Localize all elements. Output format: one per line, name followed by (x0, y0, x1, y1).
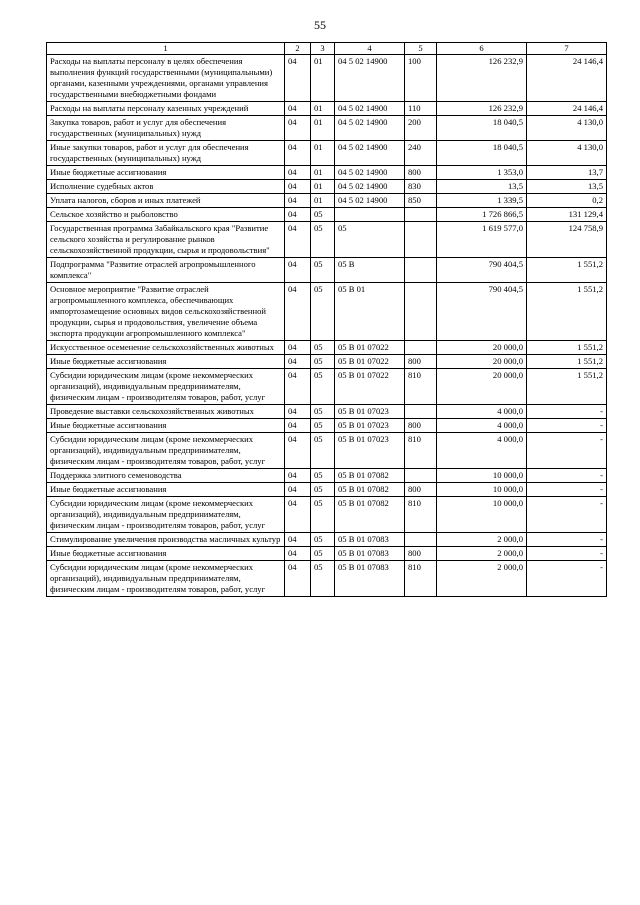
row-section-cell: 04 (285, 194, 311, 208)
row-name-cell: Расходы на выплаты персоналу в целях обеспечения выполнения функций государственными (муниципальными) органами, казенными учреждениями, органами управления государственными внебюджетными фондами (47, 55, 285, 102)
row-section-cell: 04 (285, 433, 311, 469)
row-amount-2-cell: - (527, 483, 607, 497)
row-amount-2-cell: 4 130,0 (527, 141, 607, 166)
row-section-cell: 04 (285, 369, 311, 405)
row-name-cell: Исполнение судебных актов (47, 180, 285, 194)
row-subsection-cell: 05 (311, 355, 335, 369)
row-amount-2-cell: 124 758,9 (527, 222, 607, 258)
table-row (47, 483, 607, 497)
row-amount-1-cell: 1 619 577,0 (437, 222, 527, 258)
row-section-cell: 04 (285, 547, 311, 561)
row-amount-1-cell: 790 404,5 (437, 258, 527, 283)
row-name-cell: Проведение выставки сельскохозяйственных животных (47, 405, 285, 419)
row-amount-2-cell: 1 551,2 (527, 355, 607, 369)
row-amount-1-cell: 4 000,0 (437, 433, 527, 469)
row-amount-2-cell: - (527, 469, 607, 483)
row-expense-type-cell: 810 (405, 369, 437, 405)
row-subsection-cell: 01 (311, 116, 335, 141)
row-amount-1-cell: 2 000,0 (437, 547, 527, 561)
row-subsection-cell: 05 (311, 433, 335, 469)
row-section-cell: 04 (285, 497, 311, 533)
row-expense-type-cell: 240 (405, 141, 437, 166)
row-amount-1-cell: 10 000,0 (437, 469, 527, 483)
row-name-cell: Иные бюджетные ассигнования (47, 355, 285, 369)
row-subsection-cell: 05 (311, 419, 335, 433)
row-expense-type-cell (405, 405, 437, 419)
row-name-cell: Субсидии юридическим лицам (кроме некоммерческих организаций), индивидуальным предпринимателям, физическим лицам - производителям товаров, работ, услуг (47, 561, 285, 597)
row-amount-1-cell: 20 000,0 (437, 355, 527, 369)
row-amount-2-cell: - (527, 497, 607, 533)
row-name-cell: Государственная программа Забайкальского края "Развитие сельского хозяйства и регулирование рынков сельскохозяйственной продукции, сырья и продовольствия" (47, 222, 285, 258)
row-expense-type-cell (405, 283, 437, 341)
row-target-article-cell: 05 В 01 07022 (335, 341, 405, 355)
row-target-article-cell: 04 5 02 14900 (335, 194, 405, 208)
header-col-expense-type: 5 (405, 43, 437, 55)
row-section-cell: 04 (285, 166, 311, 180)
row-expense-type-cell: 800 (405, 166, 437, 180)
row-amount-2-cell: 1 551,2 (527, 369, 607, 405)
row-amount-1-cell: 20 000,0 (437, 341, 527, 355)
table-row (47, 497, 607, 533)
row-section-cell: 04 (285, 341, 311, 355)
row-expense-type-cell (405, 208, 437, 222)
row-subsection-cell: 05 (311, 258, 335, 283)
row-name-cell: Закупка товаров, работ и услуг для обеспечения государственных (муниципальных) нужд (47, 116, 285, 141)
row-section-cell: 04 (285, 258, 311, 283)
row-target-article-cell: 05 В 01 07082 (335, 483, 405, 497)
row-target-article-cell: 05 В 01 07082 (335, 497, 405, 533)
row-section-cell: 04 (285, 208, 311, 222)
table-row (47, 355, 607, 369)
row-expense-type-cell: 850 (405, 194, 437, 208)
row-section-cell: 04 (285, 483, 311, 497)
row-expense-type-cell: 200 (405, 116, 437, 141)
row-amount-1-cell: 18 040,5 (437, 141, 527, 166)
table-row (47, 283, 607, 341)
row-amount-1-cell: 20 000,0 (437, 369, 527, 405)
row-expense-type-cell (405, 469, 437, 483)
header-col-subsection: 3 (311, 43, 335, 55)
table-row (47, 258, 607, 283)
budget-table (46, 42, 607, 597)
table-row (47, 433, 607, 469)
row-amount-1-cell: 2 000,0 (437, 533, 527, 547)
row-amount-2-cell: 131 129,4 (527, 208, 607, 222)
header-col-name: 1 (47, 43, 285, 55)
row-expense-type-cell: 800 (405, 547, 437, 561)
row-target-article-cell: 05 В 01 07023 (335, 405, 405, 419)
row-name-cell: Сельское хозяйство и рыболовство (47, 208, 285, 222)
row-amount-1-cell: 10 000,0 (437, 483, 527, 497)
row-section-cell: 04 (285, 116, 311, 141)
row-amount-1-cell: 18 040,5 (437, 116, 527, 141)
table-row (47, 405, 607, 419)
row-expense-type-cell (405, 222, 437, 258)
row-subsection-cell: 05 (311, 405, 335, 419)
row-section-cell: 04 (285, 141, 311, 166)
table-row (47, 55, 607, 102)
row-target-article-cell: 04 5 02 14900 (335, 116, 405, 141)
row-name-cell: Иные бюджетные ассигнования (47, 483, 285, 497)
row-amount-1-cell: 13,5 (437, 180, 527, 194)
row-name-cell: Уплата налогов, сборов и иных платежей (47, 194, 285, 208)
row-section-cell: 04 (285, 180, 311, 194)
row-amount-1-cell: 4 000,0 (437, 419, 527, 433)
row-expense-type-cell: 100 (405, 55, 437, 102)
row-amount-1-cell: 126 232,9 (437, 102, 527, 116)
row-name-cell: Поддержка элитного семеноводства (47, 469, 285, 483)
row-target-article-cell: 05 (335, 222, 405, 258)
row-amount-2-cell: 1 551,2 (527, 341, 607, 355)
row-amount-1-cell: 1 726 866,5 (437, 208, 527, 222)
row-name-cell: Иные закупки товаров, работ и услуг для обеспечения государственных (муниципальных) нужд (47, 141, 285, 166)
row-name-cell: Субсидии юридическим лицам (кроме некоммерческих организаций), индивидуальным предпринимателям, физическим лицам - производителям товаров, работ, услуг (47, 433, 285, 469)
row-section-cell: 04 (285, 283, 311, 341)
row-subsection-cell: 05 (311, 547, 335, 561)
row-subsection-cell: 01 (311, 194, 335, 208)
table-row (47, 141, 607, 166)
row-target-article-cell: 04 5 02 14900 (335, 180, 405, 194)
row-amount-2-cell: 1 551,2 (527, 258, 607, 283)
row-name-cell: Стимулирование увеличения производства масличных культур (47, 533, 285, 547)
table-row (47, 533, 607, 547)
row-amount-2-cell: - (527, 547, 607, 561)
row-amount-2-cell: - (527, 533, 607, 547)
row-target-article-cell: 05 В 01 (335, 283, 405, 341)
row-subsection-cell: 05 (311, 369, 335, 405)
row-expense-type-cell: 110 (405, 102, 437, 116)
row-amount-1-cell: 790 404,5 (437, 283, 527, 341)
table-row (47, 116, 607, 141)
row-expense-type-cell: 830 (405, 180, 437, 194)
row-subsection-cell: 05 (311, 222, 335, 258)
row-target-article-cell: 05 В 01 07082 (335, 469, 405, 483)
row-subsection-cell: 01 (311, 180, 335, 194)
row-amount-2-cell: 24 146,4 (527, 55, 607, 102)
table-header-row (47, 43, 607, 55)
row-subsection-cell: 01 (311, 102, 335, 116)
row-subsection-cell: 05 (311, 497, 335, 533)
row-subsection-cell: 01 (311, 55, 335, 102)
row-amount-1-cell: 1 339,5 (437, 194, 527, 208)
table-row (47, 469, 607, 483)
row-expense-type-cell: 810 (405, 561, 437, 597)
row-subsection-cell: 05 (311, 283, 335, 341)
row-name-cell: Субсидии юридическим лицам (кроме некоммерческих организаций), индивидуальным предпринимателям, физическим лицам - производителям товаров, работ, услуг (47, 369, 285, 405)
row-expense-type-cell: 800 (405, 419, 437, 433)
row-expense-type-cell: 800 (405, 355, 437, 369)
row-target-article-cell: 04 5 02 14900 (335, 166, 405, 180)
row-amount-2-cell: 1 551,2 (527, 283, 607, 341)
row-subsection-cell: 05 (311, 561, 335, 597)
table-row (47, 180, 607, 194)
row-subsection-cell: 05 (311, 533, 335, 547)
row-subsection-cell: 01 (311, 141, 335, 166)
row-target-article-cell: 04 5 02 14900 (335, 102, 405, 116)
row-subsection-cell: 05 (311, 341, 335, 355)
row-amount-1-cell: 4 000,0 (437, 405, 527, 419)
row-target-article-cell: 04 5 02 14900 (335, 141, 405, 166)
row-target-article-cell: 05 В 01 07023 (335, 433, 405, 469)
row-amount-2-cell: 0,2 (527, 194, 607, 208)
row-section-cell: 04 (285, 469, 311, 483)
row-amount-2-cell: - (527, 405, 607, 419)
row-target-article-cell: 05 В (335, 258, 405, 283)
row-section-cell: 04 (285, 222, 311, 258)
row-subsection-cell: 01 (311, 166, 335, 180)
row-expense-type-cell (405, 258, 437, 283)
row-amount-2-cell: - (527, 561, 607, 597)
row-amount-1-cell: 1 353,0 (437, 166, 527, 180)
row-amount-2-cell: 13,7 (527, 166, 607, 180)
table-row (47, 369, 607, 405)
row-name-cell: Искусственное осеменение сельскохозяйственных животных (47, 341, 285, 355)
row-target-article-cell: 05 В 01 07022 (335, 355, 405, 369)
table-row (47, 341, 607, 355)
table-body (47, 55, 607, 597)
row-target-article-cell: 04 5 02 14900 (335, 55, 405, 102)
row-amount-1-cell: 10 000,0 (437, 497, 527, 533)
page-number: 55 (314, 18, 326, 32)
header-col-section: 2 (285, 43, 311, 55)
row-target-article-cell: 05 В 01 07083 (335, 533, 405, 547)
row-name-cell: Подпрограмма "Развитие отраслей агропромышленного комплекса" (47, 258, 285, 283)
row-section-cell: 04 (285, 405, 311, 419)
row-target-article-cell (335, 208, 405, 222)
table-row (47, 102, 607, 116)
row-name-cell: Расходы на выплаты персоналу казенных учреждений (47, 102, 285, 116)
row-subsection-cell: 05 (311, 483, 335, 497)
row-section-cell: 04 (285, 55, 311, 102)
row-amount-1-cell: 126 232,9 (437, 55, 527, 102)
row-amount-2-cell: - (527, 433, 607, 469)
row-section-cell: 04 (285, 561, 311, 597)
row-expense-type-cell (405, 341, 437, 355)
row-amount-2-cell: 24 146,4 (527, 102, 607, 116)
table-row (47, 561, 607, 597)
row-target-article-cell: 05 В 01 07083 (335, 561, 405, 597)
table-row (47, 547, 607, 561)
row-target-article-cell: 05 В 01 07083 (335, 547, 405, 561)
table-row (47, 208, 607, 222)
row-section-cell: 04 (285, 533, 311, 547)
row-name-cell: Иные бюджетные ассигнования (47, 547, 285, 561)
row-target-article-cell: 05 В 01 07022 (335, 369, 405, 405)
row-expense-type-cell: 800 (405, 483, 437, 497)
row-name-cell: Основное мероприятие "Развитие отраслей агропромышленного комплекса, обеспечивающих импортозамещение основных видов сельскохозяйственной продукции, сырья и продовольствия, увеличение объема экспорта продукции агропромышленного комплекса" (47, 283, 285, 341)
row-amount-2-cell: 4 130,0 (527, 116, 607, 141)
row-expense-type-cell (405, 533, 437, 547)
row-subsection-cell: 05 (311, 208, 335, 222)
row-amount-2-cell: - (527, 419, 607, 433)
row-name-cell: Субсидии юридическим лицам (кроме некоммерческих организаций), индивидуальным предпринимателям, физическим лицам - производителям товаров, работ, услуг (47, 497, 285, 533)
row-subsection-cell: 05 (311, 469, 335, 483)
table-row (47, 222, 607, 258)
header-col-amount-2: 7 (527, 43, 607, 55)
table-row (47, 194, 607, 208)
row-amount-2-cell: 13,5 (527, 180, 607, 194)
table-row (47, 419, 607, 433)
row-section-cell: 04 (285, 355, 311, 369)
row-amount-1-cell: 2 000,0 (437, 561, 527, 597)
row-name-cell: Иные бюджетные ассигнования (47, 166, 285, 180)
header-col-target-article: 4 (335, 43, 405, 55)
row-section-cell: 04 (285, 102, 311, 116)
row-target-article-cell: 05 В 01 07023 (335, 419, 405, 433)
header-col-amount-1: 6 (437, 43, 527, 55)
row-section-cell: 04 (285, 419, 311, 433)
row-expense-type-cell: 810 (405, 433, 437, 469)
row-name-cell: Иные бюджетные ассигнования (47, 419, 285, 433)
table-row (47, 166, 607, 180)
row-expense-type-cell: 810 (405, 497, 437, 533)
